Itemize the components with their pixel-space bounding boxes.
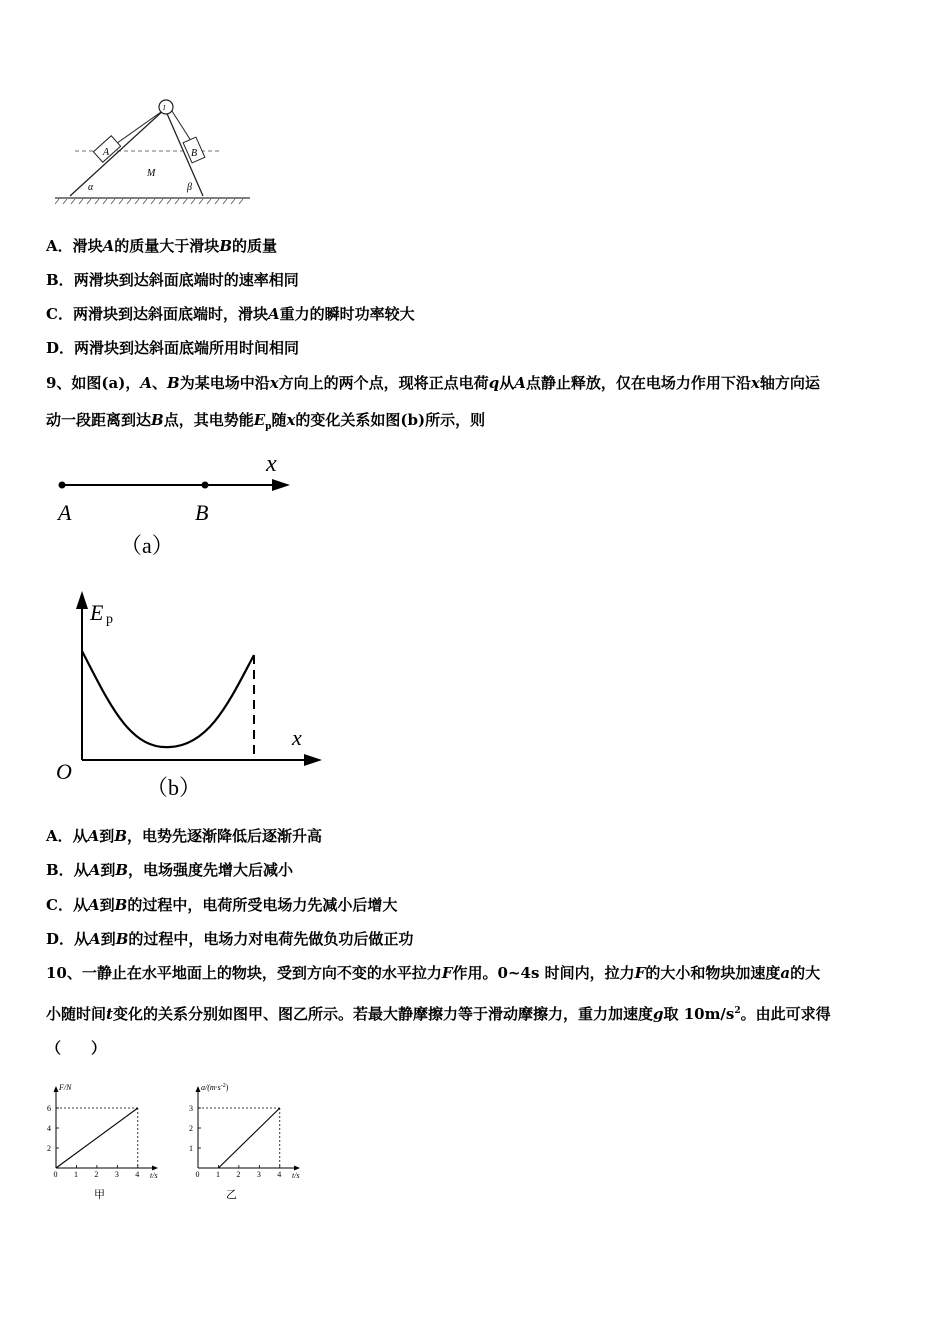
y-tick-label: 6: [47, 1104, 51, 1113]
ground-hatch: [55, 199, 243, 204]
x-axis-label: t/s: [292, 1171, 300, 1180]
x-axis-label: x: [292, 725, 302, 750]
q9-stem-line1: 9、如图(a)，A、B为某电场中沿x方向上的两个点，现将正点电荷q从A点静止释放，仅在电场力作用下沿x轴方向运: [46, 374, 820, 392]
figure-b-caption: （b）: [146, 775, 202, 800]
q9-option-a[interactable]: A．从A到B，电势先逐渐降低后逐渐升高: [46, 827, 323, 845]
figure-a-caption: （a）: [120, 533, 174, 558]
q8-option-b[interactable]: B．两滑块到达斜面底端时的速率相同: [46, 271, 299, 289]
q9-stem-line2: 动一段距离到达B点，其电势能$E_p$随x的变化关系如图(b)所示，则: [46, 411, 486, 432]
y-axis-label: F/N: [59, 1083, 72, 1092]
point-b-dot: [202, 482, 209, 489]
y-axis-arrow: [54, 1086, 59, 1092]
series-line: [56, 1108, 138, 1168]
x-tick-label: 3: [256, 1170, 261, 1179]
incline-figure: [55, 96, 255, 208]
y-axis-label: E: [90, 600, 104, 625]
y-axis-arrow: [76, 591, 88, 609]
x-tick-label: 3: [114, 1170, 119, 1179]
x-axis-arrow: [272, 479, 290, 491]
y-tick-label: 2: [189, 1124, 193, 1133]
x-tick-label: 4: [135, 1170, 140, 1179]
pulley-label: I: [163, 104, 166, 112]
x-tick-label: 2: [94, 1170, 99, 1179]
point-b-label: B: [195, 500, 209, 525]
string-right: [172, 111, 193, 144]
alpha-label: α: [88, 182, 94, 193]
x-tick-label: 4: [277, 1170, 282, 1179]
block-b-label: B: [191, 148, 198, 159]
x-tick-label: 0: [195, 1170, 200, 1179]
x-axis-arrow: [294, 1166, 300, 1171]
series-line: [218, 1108, 279, 1168]
chart-yi: [178, 1078, 323, 1208]
y-tick-label: 4: [47, 1124, 51, 1133]
origin-label: O: [56, 759, 72, 784]
x-tick-label: 1: [73, 1170, 78, 1179]
string-left: [113, 112, 161, 146]
x-axis-label: x: [266, 451, 277, 477]
figure-a: [50, 450, 310, 560]
point-a-dot: [59, 482, 66, 489]
x-tick-label: 1: [215, 1170, 220, 1179]
x-tick-label: 0: [53, 1170, 58, 1179]
pulley: [159, 100, 173, 114]
y-axis-subscript: p: [106, 612, 113, 627]
y-axis-arrow: [196, 1086, 201, 1092]
beta-label: β: [187, 182, 192, 193]
q9-option-c[interactable]: C．从A到B的过程中，电荷所受电场力先减小后增大: [46, 896, 398, 914]
chart-caption: 甲: [94, 1189, 105, 1201]
x-axis-label: t/s: [150, 1171, 158, 1180]
chart-jia: [40, 1078, 180, 1208]
block-a-label: A: [103, 147, 110, 158]
x-axis-arrow: [152, 1166, 158, 1171]
y-tick-label: 1: [189, 1144, 193, 1153]
y-tick-label: 3: [189, 1104, 193, 1113]
q10-answer-bracket: （ ）: [46, 1039, 107, 1057]
q8-option-a[interactable]: A．滑块A的质量大于滑块B的质量: [46, 237, 278, 255]
q8-option-c[interactable]: C．两滑块到达斜面底端时，滑块A重力的瞬时功率较大: [46, 305, 415, 323]
q10-stem-line2: 小随时间t变化的关系分别如图甲、图乙所示。若最大静摩擦力等于滑动摩擦力，重力加速度g取 $10m/s^2$。由此可求得: [46, 1005, 831, 1023]
x-axis-arrow: [304, 754, 322, 766]
y-tick-label: 2: [47, 1144, 51, 1153]
q9-option-d[interactable]: D．从A到B的过程中，电场力对电荷先做负功后做正功: [46, 930, 414, 948]
y-axis-label: $a/(m\cdot s^{-2})$: [201, 1083, 229, 1092]
q8-option-d[interactable]: D．两滑块到达斜面底端所用时间相同: [46, 339, 300, 357]
x-tick-label: 2: [236, 1170, 241, 1179]
ep-curve: [82, 651, 254, 747]
q10-stem-line1: 10、一静止在水平地面上的物块，受到方向不变的水平拉力F作用。0~4s 时间内，拉力F的大小和物块加速度a的大: [46, 964, 821, 982]
figure-b: [50, 585, 330, 805]
chart-caption: 乙: [226, 1189, 237, 1201]
q9-option-b[interactable]: B．从A到B，电场强度先增大后减小: [46, 861, 294, 879]
mass-label: M: [147, 168, 156, 179]
point-a-label: A: [58, 500, 72, 525]
